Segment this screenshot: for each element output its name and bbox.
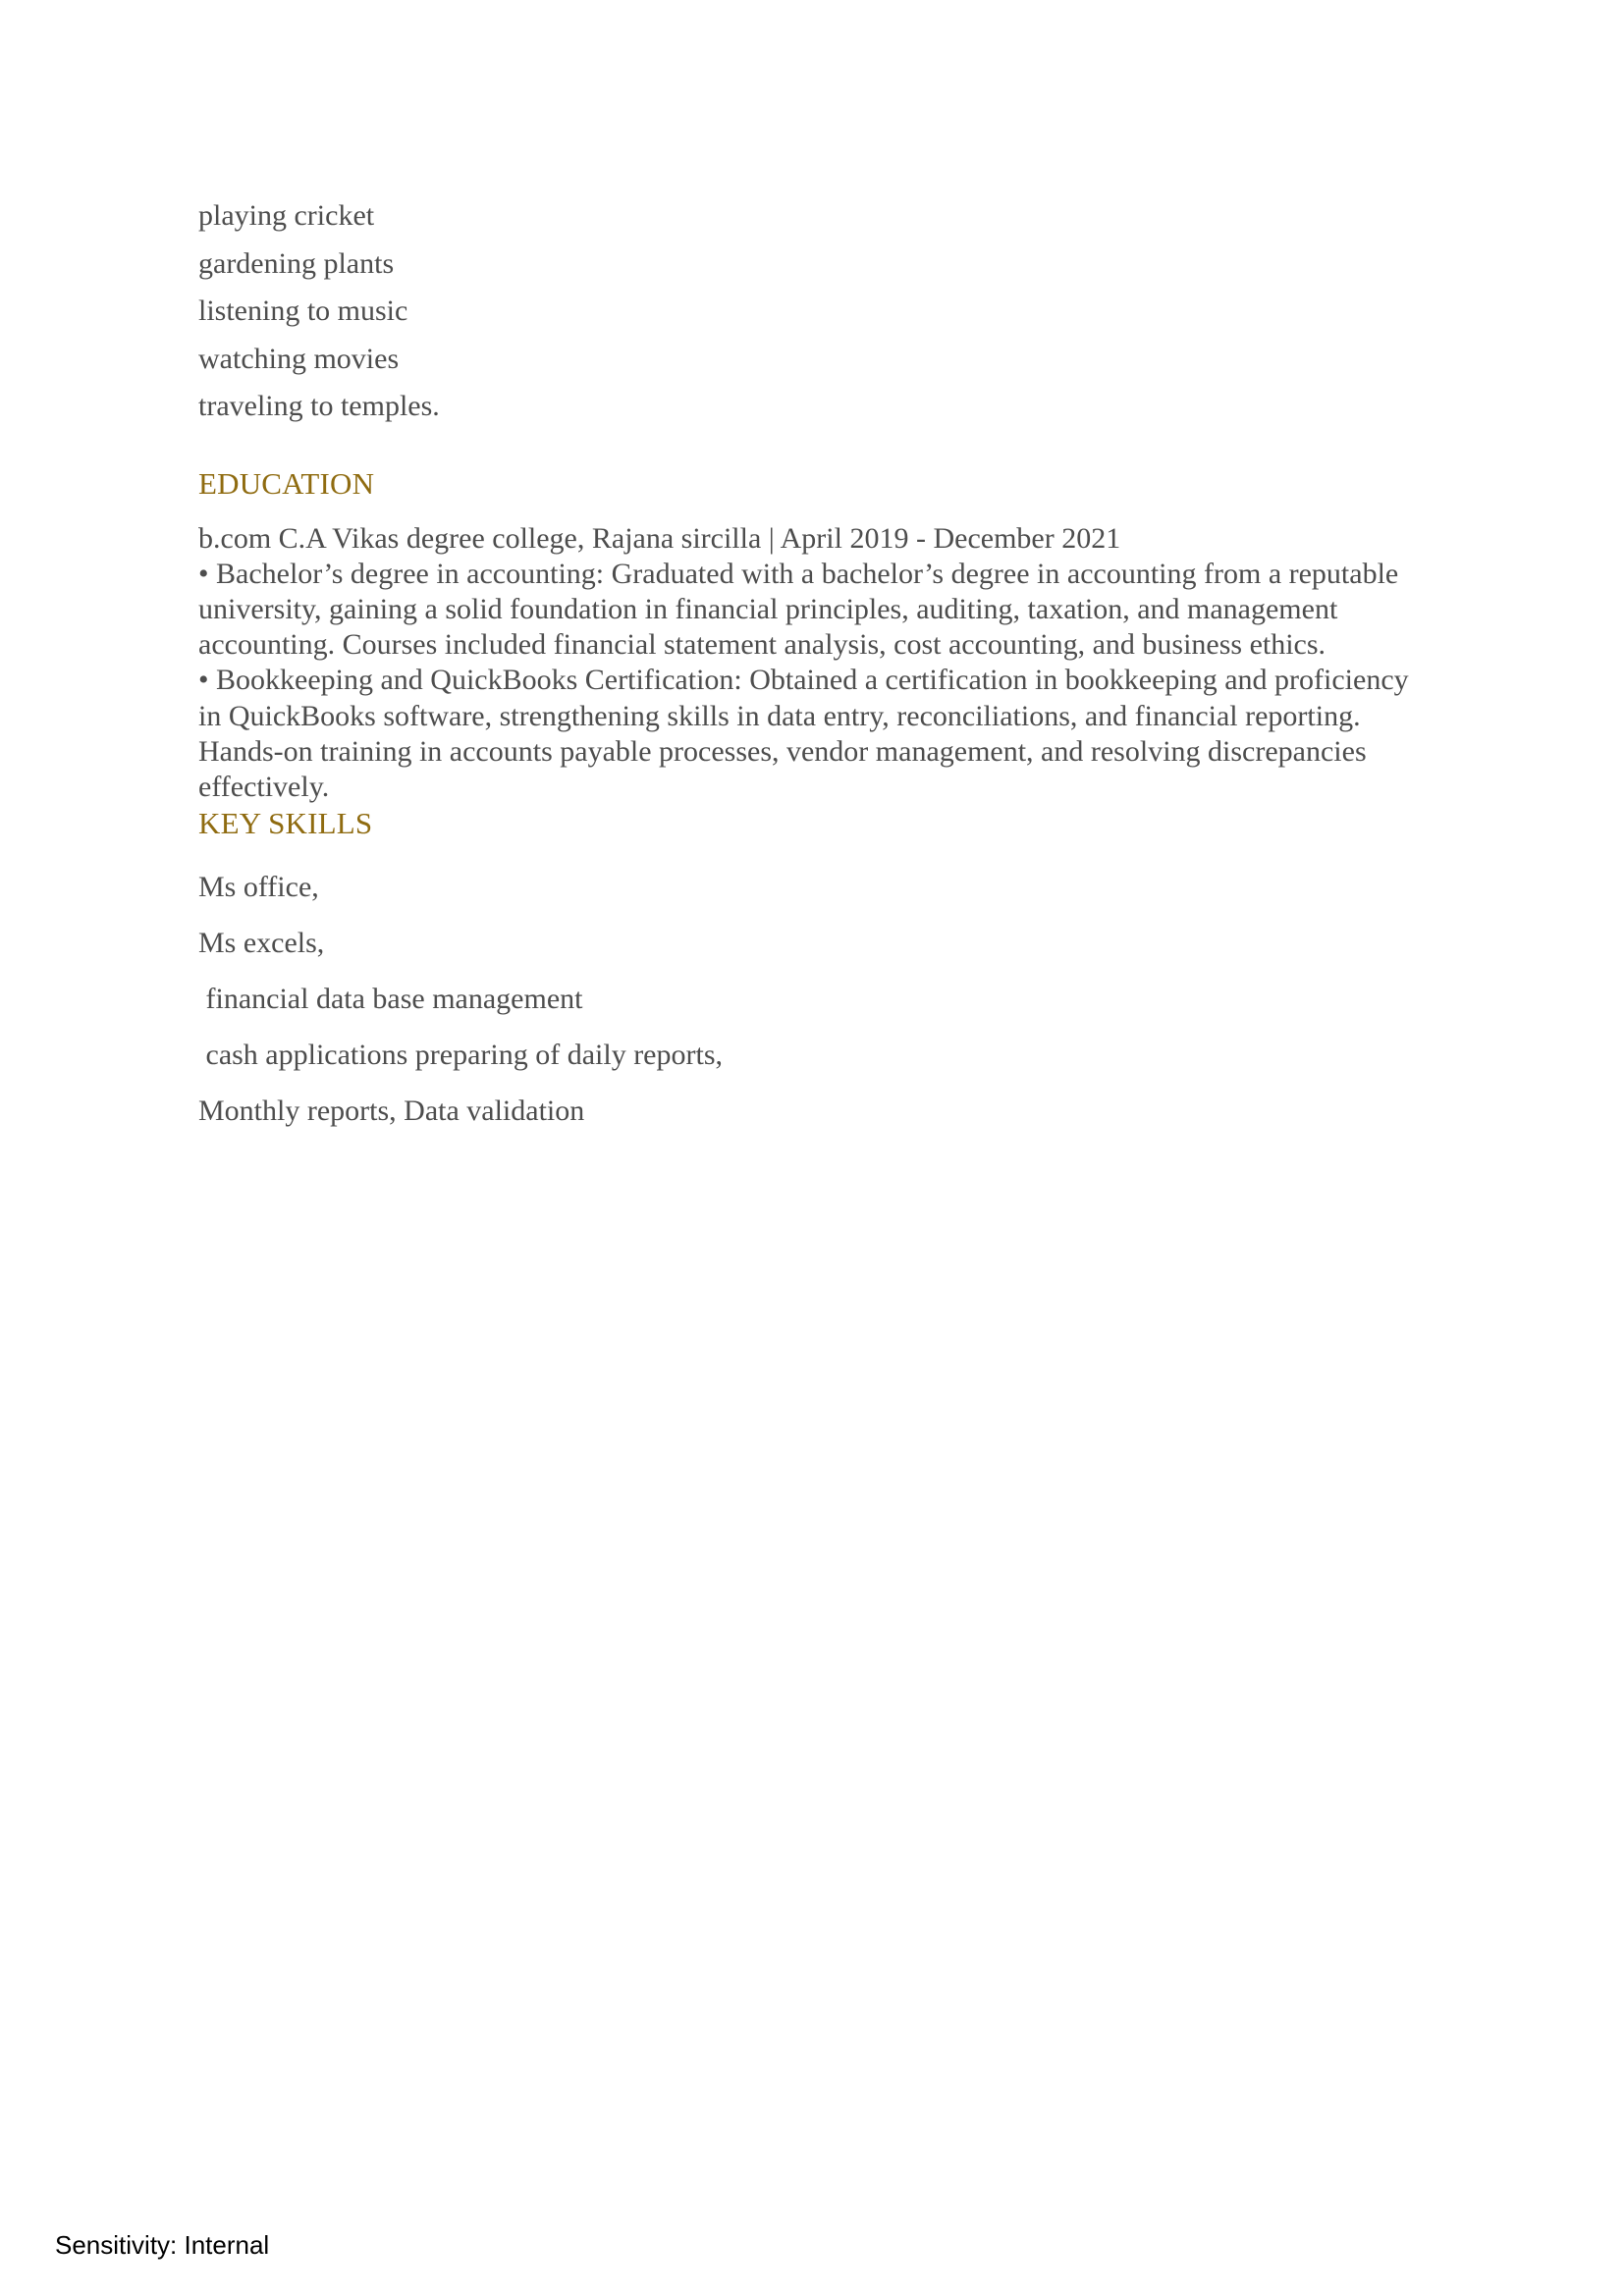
page-content (198, 192, 1435, 1139)
education-section (198, 466, 1435, 806)
education-heading: EDUCATION (198, 465, 375, 501)
education-bullet: • Bookkeeping and QuickBooks Certification: Obtained a certification in bookkeeping and proficiency in QuickBooks software, strengthening skills in data entry, reconciliations, and financial reporting. Hands-on training in accounts payable processes, vendor management, and resolving discrepancies effectively. (198, 664, 1409, 804)
skill-item: Monthly reports, Data validation (198, 1094, 585, 1127)
key-skills-section (198, 806, 1435, 1139)
skill-item: Ms excels, (198, 926, 325, 959)
education-degree-line: b.com C.A Vikas degree college, Rajana sircilla | April 2019 - December 2021 (198, 521, 1121, 555)
hobby-item: traveling to temples. (198, 390, 440, 422)
skill-item: financial data base management (198, 982, 583, 1015)
skill-item: Ms office, (198, 870, 319, 903)
education-bullet: • Bachelor’s degree in accounting: Graduated with a bachelor’s degree in accounting from a reputable university, gaining a solid foundation in financial principles, auditing, taxation, and management accounting. Courses included financial statement analysis, cost accounting, and business ethics. (198, 557, 1399, 662)
sensitivity-label: Sensitivity: Internal (55, 2230, 270, 2260)
hobby-item: playing cricket (198, 199, 375, 232)
key-skills-list (198, 859, 1435, 1139)
hobby-item: listening to music (198, 294, 408, 327)
skill-item: cash applications preparing of daily reports, (198, 1038, 723, 1071)
hobby-item: gardening plants (198, 246, 395, 280)
hobby-item: watching movies (198, 342, 400, 375)
key-skills-heading: KEY SKILLS (198, 805, 373, 840)
hobbies-list (198, 192, 1435, 431)
